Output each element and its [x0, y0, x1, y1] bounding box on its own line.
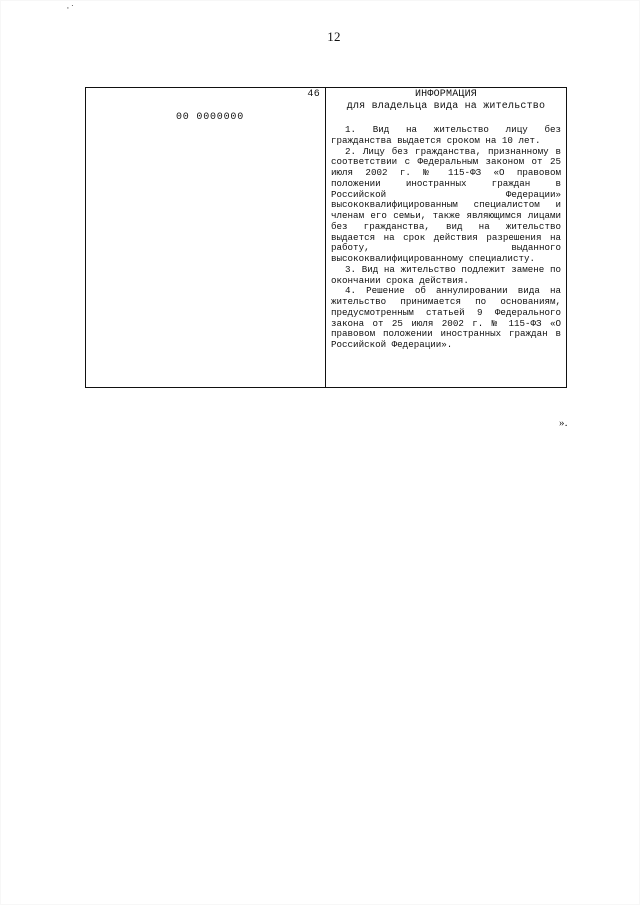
page-number: 12: [327, 29, 341, 44]
information-panel: [326, 88, 566, 387]
document-serial-number: 00 0000000: [176, 112, 245, 123]
document-table: [85, 87, 567, 388]
left-panel-number: 46: [307, 89, 320, 100]
information-paragraph-1: 1. Вид на жительство лицу без гражданства выдается сроком на 10 лет.: [331, 124, 561, 146]
information-paragraphs: [331, 125, 561, 351]
information-paragraph-4: 4. Решение об аннулировании вида на жительство принимается по основаниям, предусмотренным статьей 9 Федерального закона от 25 июля 2002 г. № 115-ФЗ «О правовом положении иностранных граждан в Российской Федерации».: [331, 285, 561, 350]
information-title: ИНФОРМАЦИЯ: [414, 89, 477, 100]
information-subtitle: для владельца вида на жительство: [346, 101, 546, 112]
information-paragraph-3: 3. Вид на жительство подлежит замене по окончании срока действия.: [331, 263, 561, 286]
closing-quote-mark: ».: [559, 417, 568, 429]
information-paragraph-2: 2. Лицу без гражданства, признанному в соответствии с Федеральным законом от 25 июля 2002 г. № 115-ФЗ «О правовом положении иностранных граждан в Российской Федерации» высококвалифицированным специалистом и членам его семьи, также являющимся лицами без гражданства, вид на жительство выдается на срок действия разрешения на работу, выданного высококвалифицированному специалисту.: [331, 145, 561, 264]
left-panel: [86, 88, 326, 387]
scan-mark: ‚ ·: [67, 1, 74, 10]
